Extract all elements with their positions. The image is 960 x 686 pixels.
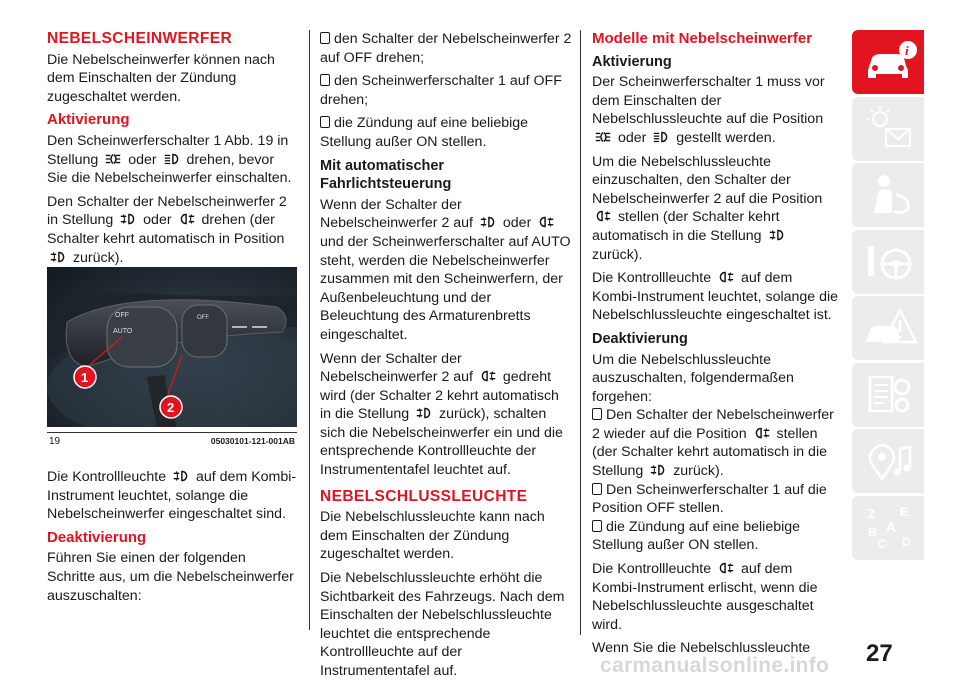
car-info-icon bbox=[862, 36, 918, 88]
activation-paragraph-2: Den Schalter der Nebelscheinwerfer 2 in Stellung oder drehen (der Schalter kehrt automatisch in Position zurück). bbox=[47, 193, 287, 266]
section-title-fog-lights: NEBELSCHEINWERFER bbox=[47, 30, 233, 47]
front-fog-light-icon bbox=[415, 406, 433, 420]
rear-fog-light-icon bbox=[753, 426, 771, 440]
figure-code: 05030101-121-001AB bbox=[210, 436, 295, 446]
last-paragraph: Wenn Sie die Nebelschlussleuchte bbox=[592, 640, 811, 657]
deactivation-heading: Deaktivierung bbox=[47, 528, 147, 546]
activation-paragraph-1: Der Scheinwerferschalter 1 muss vor dem Einschalten der Nebelschlussleuchte auf die Position oder gestellt werden. bbox=[592, 74, 825, 146]
deactivation-heading: Deaktivierung bbox=[592, 330, 688, 347]
headlight-icon bbox=[163, 152, 181, 166]
safety-icon bbox=[862, 169, 918, 221]
svg-text:E: E bbox=[900, 504, 909, 519]
bullet-item: die Zündung auf eine beliebige Stellung außer ON stellen. bbox=[320, 115, 529, 150]
deactivation-paragraph: Um die Nebelschlussleuchte auszuschalten, folgendermaßen forgehen: bbox=[592, 351, 794, 405]
svg-text:A: A bbox=[886, 518, 897, 535]
svg-text:B: B bbox=[868, 524, 877, 539]
models-heading: Modelle mit Nebelscheinwerfer bbox=[592, 30, 813, 47]
rear-fog-light-icon bbox=[717, 561, 735, 575]
tab-warning-lights[interactable] bbox=[852, 97, 924, 161]
rear-paragraph-1: Die Nebelschlussleuchte kann nach dem Einschalten der Zündung zugeschaltet werden. bbox=[320, 509, 545, 563]
rear-fog-light-icon bbox=[178, 212, 196, 226]
rear-fog-light-icon bbox=[594, 209, 612, 223]
intro-paragraph: Die Nebelscheinwerfer können nach dem Einschalten der Zündung zugeschaltet werden. bbox=[47, 51, 275, 105]
auto-paragraph-1: Wenn der Schalter der Nebelscheinwerfer 2 auf oder und der Scheinwerferschalter auf AUTO steht, werden die Nebelscheinwerfer zusammen mit den Scheinwerfern, der Außenbeleuchtung und der Beleuchtung des Armaturenbretts eingeschaltet. bbox=[320, 196, 571, 343]
svg-text:C: C bbox=[878, 536, 887, 551]
bullet-icon bbox=[320, 74, 330, 86]
activation-heading: Aktivierung bbox=[592, 53, 672, 70]
front-fog-light-icon bbox=[172, 469, 190, 483]
tab-multimedia[interactable] bbox=[852, 429, 924, 493]
front-fog-light-icon bbox=[479, 215, 497, 229]
tab-index[interactable] bbox=[852, 496, 924, 560]
bullet-icon bbox=[320, 32, 330, 44]
headlight-icon bbox=[652, 130, 670, 144]
bullet-item: den Schalter der Nebelscheinwerfer 2 auf OFF drehen; bbox=[320, 31, 572, 66]
emergency-icon bbox=[862, 302, 918, 354]
lever-label-off-1: OFF bbox=[115, 312, 129, 319]
tab-maintenance[interactable] bbox=[852, 363, 924, 427]
callout-1: 1 bbox=[81, 370, 89, 385]
multimedia-icon bbox=[862, 435, 918, 487]
tab-starting-driving[interactable] bbox=[852, 230, 924, 294]
activation-paragraph-2: Um die Nebelschlussleuchte einzuschalten, den Schalter der Nebelscheinwerfer 2 auf die Position stellen (der Schalter kehrt automatisch in die Stellung zurück). bbox=[592, 153, 823, 263]
figure-caption bbox=[47, 432, 297, 447]
column-2 bbox=[320, 30, 573, 686]
svg-text:i: i bbox=[905, 43, 909, 58]
page-number: 27 bbox=[866, 640, 893, 667]
auto-headlight-heading: Mit automatischer Fahrlichtsteuerung bbox=[320, 157, 452, 193]
front-fog-light-icon bbox=[649, 463, 667, 477]
indicator-paragraph: Die Kontrollleuchte auf dem Kombi-Instrument leuchtet, solange die Nebelscheinwerfer eingeschaltet sind. bbox=[47, 469, 297, 523]
tab-car-info[interactable] bbox=[852, 30, 924, 94]
starting-driving-icon bbox=[862, 236, 918, 288]
index-icon bbox=[862, 502, 918, 554]
sidelight-icon bbox=[594, 130, 612, 144]
tab-emergency[interactable] bbox=[852, 296, 924, 360]
sidelight-icon bbox=[104, 152, 122, 166]
column-1 bbox=[47, 30, 297, 272]
chapter-tabs bbox=[852, 30, 924, 562]
activation-heading: Aktivierung bbox=[47, 111, 130, 129]
figure-light-switch-photo bbox=[47, 267, 297, 427]
maintenance-icon bbox=[862, 369, 918, 421]
bullet-item: Den Scheinwerferschalter 1 auf die Position OFF stellen. bbox=[592, 481, 827, 517]
rear-fog-light-icon bbox=[479, 369, 497, 383]
bullet-icon bbox=[592, 520, 602, 532]
column-divider-1 bbox=[309, 30, 310, 630]
front-fog-light-icon bbox=[119, 212, 137, 226]
lever-label-auto: AUTO bbox=[113, 328, 133, 335]
front-fog-light-icon bbox=[49, 250, 67, 264]
front-fog-light-icon bbox=[768, 228, 786, 242]
bullet-item: den Scheinwerferschalter 1 auf OFF drehen; bbox=[320, 73, 562, 108]
section-title-rear-fog-light: NEBELSCHLUSSLEUCHTE bbox=[320, 487, 528, 505]
tab-safety[interactable] bbox=[852, 163, 924, 227]
activation-paragraph-3: Die Kontrollleuchte auf dem Kombi-Instrument leuchtet, solange die Nebelschlussleuchte eingeschaltet ist. bbox=[592, 270, 839, 324]
bullet-icon bbox=[592, 483, 602, 495]
svg-text:D: D bbox=[902, 534, 911, 549]
bullet-item: die Zündung auf eine beliebige Stellung außer ON stellen. bbox=[592, 518, 801, 554]
column-1-lower bbox=[47, 468, 297, 610]
deactivation-paragraph: Führen Sie einen der folgenden Schritte aus, um die Nebelscheinwerfer auszuschalten: bbox=[47, 550, 294, 604]
svg-text:Z: Z bbox=[868, 506, 876, 521]
rear-paragraph-2: Die Nebelschlussleuchte erhöht die Sichtbarkeit des Fahrzeugs. Nach dem Einschalten der Nebelschlussleuchte leuchtet die entsprechende Kontrollleuchte auf der Instrumententafel auf. bbox=[320, 570, 565, 679]
callout-2: 2 bbox=[167, 400, 175, 415]
figure-number: 19 bbox=[49, 436, 61, 447]
rear-fog-light-icon bbox=[537, 215, 555, 229]
auto-paragraph-2: Wenn der Schalter der Nebelscheinwerfer 2 auf gedreht wird (der Schalter 2 kehrt automatisch in die Stellung zurück), schalten sich die Nebelscheinwerfer ein und die entsprechende Kontrollleuchte der Instrumententafel leuchtet auf. bbox=[320, 350, 563, 479]
rear-fog-light-icon bbox=[717, 270, 735, 284]
lever-label-off-2: OFF bbox=[197, 315, 209, 321]
warning-lights-icon bbox=[862, 103, 918, 155]
bullet-item: Den Schalter der Nebelscheinwerfer 2 wieder auf die Position stellen (der Schalter kehrt automatisch in die Stellung zurück). bbox=[592, 407, 834, 480]
column-divider-2 bbox=[580, 30, 581, 635]
column-3 bbox=[592, 30, 840, 663]
watermark: carmanualsonline.info bbox=[600, 654, 830, 677]
bullet-icon bbox=[320, 116, 330, 128]
indicator-paragraph: Die Kontrollleuchte auf dem Kombi-Instrument erlischt, wenn die Nebelschlussleuchte ausgeschaltet wird. bbox=[592, 561, 818, 633]
bullet-icon bbox=[592, 408, 602, 420]
activation-paragraph-1: Den Scheinwerferschalter 1 Abb. 19 in Stellung oder drehen, bevor Sie die Nebelscheinwerfer einschalten. bbox=[47, 132, 292, 187]
